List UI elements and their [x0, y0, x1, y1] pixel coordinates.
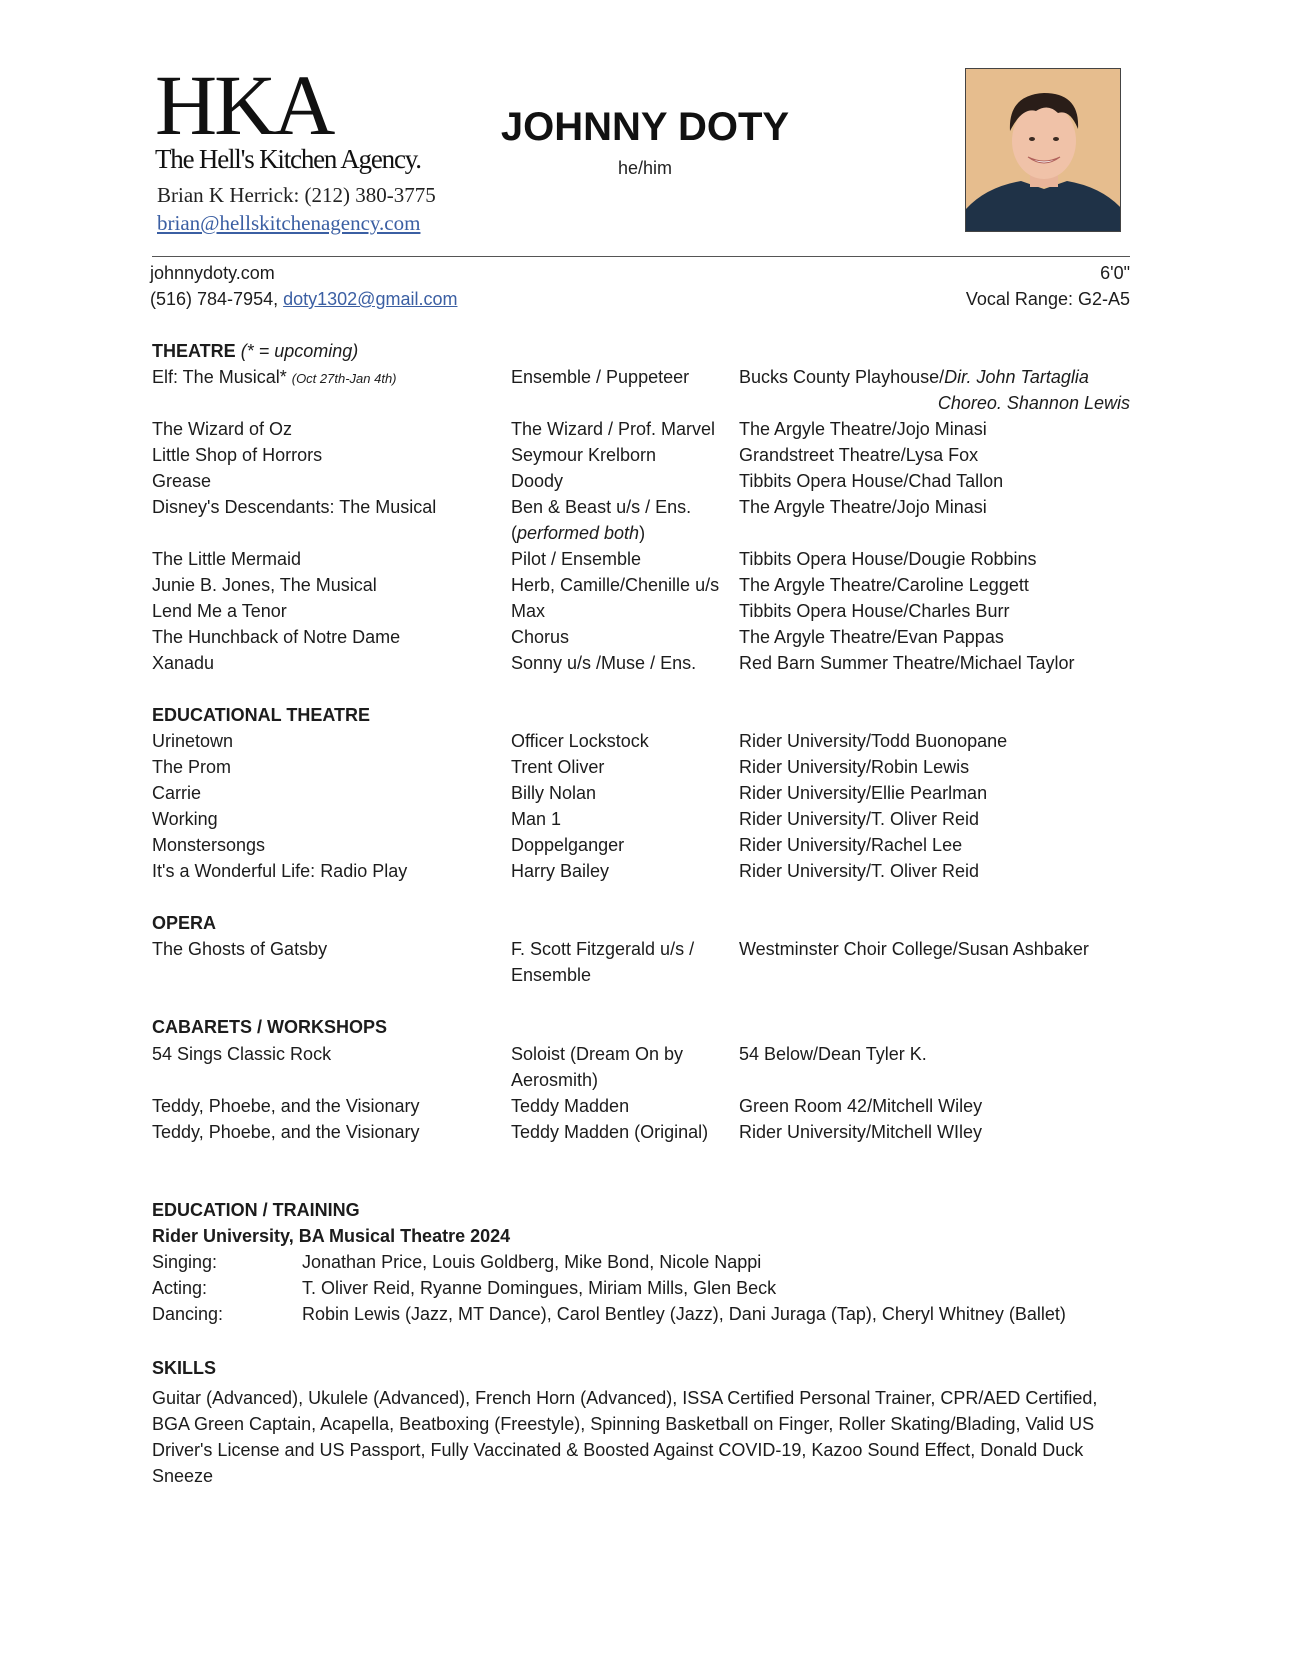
theatre-row-role: The Wizard / Prof. Marvel [511, 419, 716, 439]
cabaret-row-venue: Green Room 42/Mitchell Wiley [739, 1096, 983, 1116]
section-education-heading: EDUCATION / TRAINING [152, 1200, 360, 1220]
performer-phone-email [150, 289, 457, 310]
educational-row-role: Harry Bailey [511, 861, 610, 881]
cabaret-row-venue: Rider University/Mitchell WIley [739, 1122, 983, 1142]
cabaret-row-role: Teddy Madden [511, 1096, 630, 1116]
cabaret-row-role: Teddy Madden (Original) [511, 1122, 709, 1142]
performer-name: JOHNNY DOTY [500, 105, 790, 149]
theatre-row-role: Herb, Camille/Chenille u/s [511, 575, 720, 595]
training-label: Singing: [152, 1252, 218, 1272]
performer-pronouns: he/him [617, 158, 673, 178]
theatre-row-show: Xanadu [152, 653, 215, 673]
theatre-row-show: The Little Mermaid [152, 549, 302, 569]
theatre-row-venue: Tibbits Opera House/Dougie Robbins [739, 549, 1037, 569]
theatre-row-show: Little Shop of Horrors [152, 445, 323, 465]
venue-choreographer: Choreo. Shannon Lewis [937, 393, 1130, 413]
cabaret-row-show: Teddy, Phoebe, and the Visionary [152, 1096, 420, 1116]
performer-vocal-range: Vocal Range: G2-A5 [965, 289, 1130, 309]
theatre-row-show: Lend Me a Tenor [152, 601, 287, 621]
section-theatre-heading [152, 341, 358, 362]
theatre-row-role: Chorus [511, 627, 570, 647]
educational-row-venue: Rider University/T. Oliver Reid [739, 861, 980, 881]
theatre-row-role: Max [511, 601, 546, 621]
theatre-row-show: Disney's Descendants: The Musical [152, 497, 437, 517]
cabaret-row-role: Soloist (Dream On by [511, 1044, 684, 1064]
theatre-row-role: Pilot / Ensemble [511, 549, 642, 569]
educational-row-venue: Rider University/Robin Lewis [739, 757, 970, 777]
educational-row-venue: Rider University/Rachel Lee [739, 835, 963, 855]
theatre-row-venue: Red Barn Summer Theatre/Michael Taylor [739, 653, 1075, 673]
theatre-row-venue [739, 367, 1089, 388]
section-cabarets-heading: CABARETS / WORKSHOPS [152, 1017, 388, 1037]
educational-row-role: Officer Lockstock [511, 731, 649, 751]
training-label: Dancing: [152, 1304, 224, 1324]
cabaret-row-role-cont: Aerosmith) [511, 1070, 599, 1090]
theatre-row-role: Ben & Beast u/s / Ens. [511, 497, 692, 517]
theatre-row-venue: Tibbits Opera House/Charles Burr [739, 601, 1010, 621]
agent-email-link[interactable]: brian@hellskitchenagency.com [157, 211, 421, 235]
show-title: Elf: The Musical* [152, 367, 287, 387]
theatre-note: (* = upcoming) [240, 341, 359, 361]
training-teachers: Jonathan Price, Louis Goldberg, Mike Bond, Nicole Nappi [302, 1252, 762, 1272]
theatre-row-show [152, 367, 397, 388]
cabaret-row-show: Teddy, Phoebe, and the Visionary [152, 1122, 420, 1142]
venue-director: Dir. John Tartaglia [944, 367, 1089, 387]
theatre-row-venue: The Argyle Theatre/Evan Pappas [739, 627, 1004, 647]
theatre-row-role-note [511, 523, 645, 544]
training-label: Acting: [152, 1278, 208, 1298]
theatre-row-show: Junie B. Jones, The Musical [152, 575, 377, 595]
cabaret-row-venue: 54 Below/Dean Tyler K. [739, 1044, 927, 1064]
educational-row-venue: Rider University/Ellie Pearlman [739, 783, 988, 803]
performer-website[interactable]: johnnydoty.com [150, 263, 275, 283]
theatre-row-role: Doody [511, 471, 564, 491]
opera-row-role-cont: Ensemble [511, 965, 592, 985]
theatre-row-venue: Tibbits Opera House/Chad Tallon [739, 471, 1004, 491]
theatre-row-role: Sonny u/s /Muse / Ens. [511, 653, 697, 673]
agency-name: The Hell's Kitchen Agency. [155, 144, 421, 174]
headshot-illustration [966, 69, 1121, 232]
show-dates: (Oct 27th-Jan 4th) [291, 371, 397, 386]
training-teachers: Robin Lewis (Jazz, MT Dance), Carol Bentley (Jazz), Dani Juraga (Tap), Cheryl Whitney (Ballet) [302, 1304, 1066, 1324]
educational-row-show: Carrie [152, 783, 202, 803]
headshot-photo [965, 68, 1121, 232]
educational-row-venue: Rider University/Todd Buonopane [739, 731, 1008, 751]
agency-logo: HKA [155, 57, 333, 153]
section-educational-heading: EDUCATIONAL THEATRE [152, 705, 370, 725]
venue-name: Bucks County Playhouse/ [739, 367, 945, 387]
theatre-row-show: Grease [152, 471, 212, 491]
role-note-close: ) [639, 523, 646, 543]
educational-row-show: Working [152, 809, 218, 829]
educational-row-role: Man 1 [511, 809, 562, 829]
opera-row-show: The Ghosts of Gatsby [152, 939, 328, 959]
educational-row-show: The Prom [152, 757, 232, 777]
theatre-row-role: Ensemble / Puppeteer [511, 367, 690, 387]
theatre-row-venue: The Argyle Theatre/Jojo Minasi [739, 419, 987, 439]
educational-row-role: Billy Nolan [511, 783, 597, 803]
educational-row-show: Monstersongs [152, 835, 266, 855]
performer-height: 6'0" [1100, 263, 1130, 283]
section-opera-heading: OPERA [152, 913, 217, 933]
role-note-text: performed both [517, 523, 640, 543]
educational-row-venue: Rider University/T. Oliver Reid [739, 809, 980, 829]
opera-row-role: F. Scott Fitzgerald u/s / [511, 939, 695, 959]
education-school: Rider University, BA Musical Theatre 2024 [152, 1226, 511, 1246]
header-divider [152, 256, 1130, 257]
cabaret-row-show: 54 Sings Classic Rock [152, 1044, 332, 1064]
performer-email-link[interactable]: doty1302@gmail.com [283, 289, 458, 309]
skills-list: Guitar (Advanced), Ukulele (Advanced), French Horn (Advanced), ISSA Certified Personal Trainer, CPR/AED Certified, BGA Green Captain, Acapella, Beatboxing (Freestyle), Spinning Basketball on Finger, Roller Skating/Blading, Valid US Driver's License and US Passport, Fully Vaccinated & Boosted Against COVID-19, Kazoo Sound Effect, Donald Duck Sneeze [152, 1388, 1098, 1486]
theatre-row-show: The Wizard of Oz [152, 419, 293, 439]
theatre-title: THEATRE [152, 341, 236, 361]
opera-row-venue: Westminster Choir College/Susan Ashbaker [739, 939, 1089, 959]
theatre-row-venue: Grandstreet Theatre/Lysa Fox [739, 445, 979, 465]
role-note-open: ( [511, 523, 517, 543]
theatre-row-show: The Hunchback of Notre Dame [152, 627, 401, 647]
theatre-row-venue: The Argyle Theatre/Jojo Minasi [739, 497, 987, 517]
training-teachers: T. Oliver Reid, Ryanne Domingues, Miriam Mills, Glen Beck [302, 1278, 777, 1298]
performer-phone: (516) 784-7954, [150, 289, 279, 309]
theatre-row-role: Seymour Krelborn [511, 445, 657, 465]
theatre-row-venue: The Argyle Theatre/Caroline Leggett [739, 575, 1029, 595]
section-skills-heading: SKILLS [152, 1358, 217, 1378]
agent-contact: Brian K Herrick: (212) 380-3775 [157, 183, 436, 207]
educational-row-role: Doppelganger [511, 835, 625, 855]
educational-row-show: It's a Wonderful Life: Radio Play [152, 861, 408, 881]
educational-row-show: Urinetown [152, 731, 234, 751]
educational-row-role: Trent Oliver [511, 757, 605, 777]
